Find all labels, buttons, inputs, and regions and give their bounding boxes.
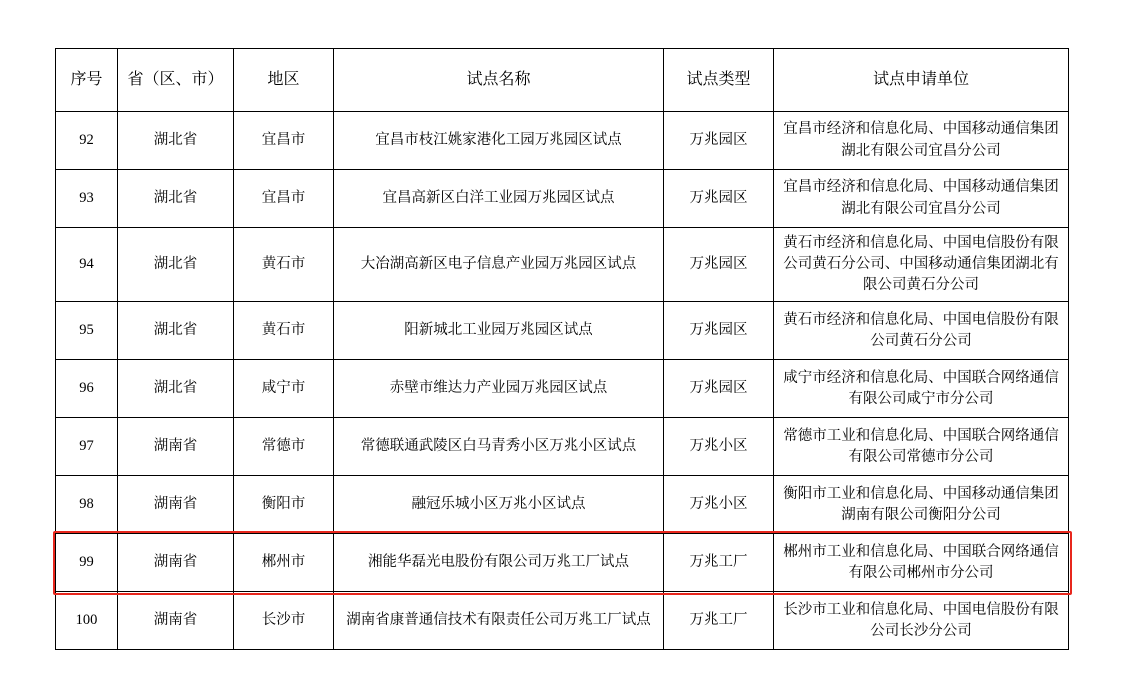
cell-type: 万兆园区 [664,360,774,418]
cell-seq: 94 [56,228,118,302]
cell-name: 融冠乐城小区万兆小区试点 [334,476,664,534]
cell-type: 万兆小区 [664,418,774,476]
cell-unit: 黄石市经济和信息化局、中国电信股份有限公司黄石分公司、中国移动通信集团湖北有限公司黄石分公司 [774,228,1069,302]
cell-province: 湖北省 [118,228,234,302]
cell-province: 湖南省 [118,418,234,476]
table-row [56,170,1069,228]
cell-name: 湖南省康普通信技术有限责任公司万兆工厂试点 [334,592,664,650]
pilot-table [55,48,1069,650]
cell-name: 宜昌高新区白洋工业园万兆园区试点 [334,170,664,228]
cell-region: 黄石市 [234,302,334,360]
table-row [56,302,1069,360]
cell-region: 郴州市 [234,534,334,592]
cell-unit: 黄石市经济和信息化局、中国电信股份有限公司黄石分公司 [774,302,1069,360]
cell-region: 宜昌市 [234,112,334,170]
cell-province: 湖北省 [118,302,234,360]
table-row [56,476,1069,534]
cell-unit: 咸宁市经济和信息化局、中国联合网络通信有限公司咸宁市分公司 [774,360,1069,418]
cell-unit: 长沙市工业和信息化局、中国电信股份有限公司长沙分公司 [774,592,1069,650]
cell-province: 湖南省 [118,476,234,534]
cell-province: 湖北省 [118,170,234,228]
cell-unit: 宜昌市经济和信息化局、中国移动通信集团湖北有限公司宜昌分公司 [774,170,1069,228]
table-row [56,112,1069,170]
cell-name: 大冶湖高新区电子信息产业园万兆园区试点 [334,228,664,302]
cell-type: 万兆园区 [664,228,774,302]
cell-name: 赤壁市维达力产业园万兆园区试点 [334,360,664,418]
cell-unit: 郴州市工业和信息化局、中国联合网络通信有限公司郴州市分公司 [774,534,1069,592]
cell-unit: 常德市工业和信息化局、中国联合网络通信有限公司常德市分公司 [774,418,1069,476]
cell-province: 湖南省 [118,534,234,592]
cell-type: 万兆园区 [664,112,774,170]
cell-type: 万兆园区 [664,170,774,228]
cell-unit: 衡阳市工业和信息化局、中国移动通信集团湖南有限公司衡阳分公司 [774,476,1069,534]
cell-seq: 93 [56,170,118,228]
table-row [56,592,1069,650]
cell-seq: 95 [56,302,118,360]
cell-name: 常德联通武陵区白马青秀小区万兆小区试点 [334,418,664,476]
cell-seq: 99 [56,534,118,592]
column-header-province: 省（区、市） [118,49,234,112]
cell-name: 湘能华磊光电股份有限公司万兆工厂试点 [334,534,664,592]
column-header-type: 试点类型 [664,49,774,112]
cell-type: 万兆工厂 [664,534,774,592]
cell-region: 咸宁市 [234,360,334,418]
table-row-highlighted [56,534,1069,592]
cell-region: 宜昌市 [234,170,334,228]
cell-name: 阳新城北工业园万兆园区试点 [334,302,664,360]
cell-seq: 100 [56,592,118,650]
cell-region: 黄石市 [234,228,334,302]
cell-unit: 宜昌市经济和信息化局、中国移动通信集团湖北有限公司宜昌分公司 [774,112,1069,170]
cell-seq: 98 [56,476,118,534]
table-row [56,228,1069,302]
cell-province: 湖北省 [118,360,234,418]
cell-seq: 92 [56,112,118,170]
column-header-seq: 序号 [56,49,118,112]
column-header-unit: 试点申请单位 [774,49,1069,112]
column-header-region: 地区 [234,49,334,112]
table-body [56,112,1069,650]
table-row [56,418,1069,476]
table-header-row [56,49,1069,112]
pilot-table-container [55,48,1068,650]
cell-name: 宜昌市枝江姚家港化工园万兆园区试点 [334,112,664,170]
cell-seq: 97 [56,418,118,476]
table-header [56,49,1069,112]
cell-type: 万兆小区 [664,476,774,534]
cell-region: 衡阳市 [234,476,334,534]
column-header-name: 试点名称 [334,49,664,112]
cell-province: 湖南省 [118,592,234,650]
table-row [56,360,1069,418]
cell-seq: 96 [56,360,118,418]
cell-type: 万兆园区 [664,302,774,360]
cell-province: 湖北省 [118,112,234,170]
cell-type: 万兆工厂 [664,592,774,650]
cell-region: 常德市 [234,418,334,476]
cell-region: 长沙市 [234,592,334,650]
